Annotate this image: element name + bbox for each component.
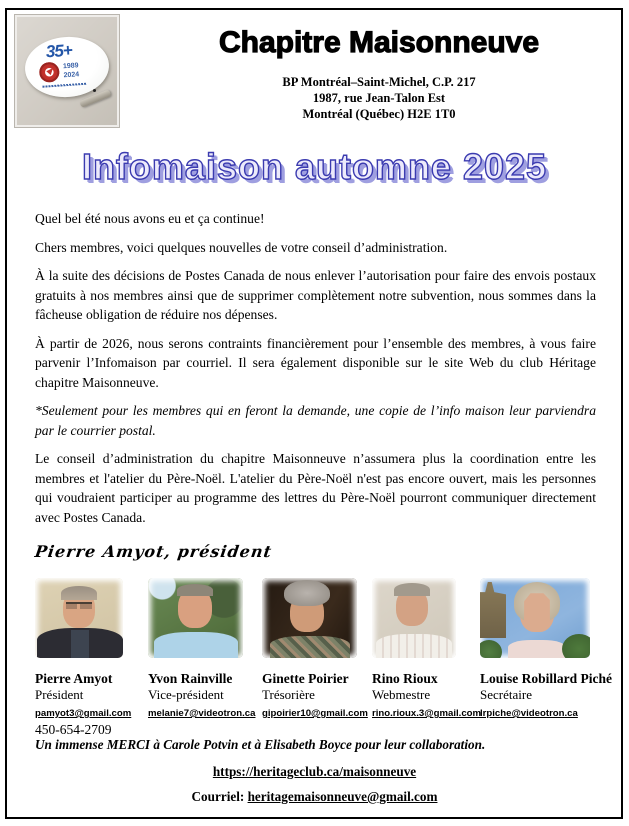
heritage-club-badge-icon xyxy=(39,62,60,83)
postal-copy-note: *Seulement pour les membres qui en feront la demande, une copie de l’info maison leur parviendra par le courrier postal. xyxy=(35,403,596,438)
paragraph: À partir de 2026, nous serons contraints financièrement pour l’ensemble des membres, à vous faire parvenir l’Infomaison par courriel. Il sera également disponible sur le site Web du club Héritage chapitre Maisonneuve. xyxy=(35,335,596,390)
pin-year-start: 1989 xyxy=(62,62,79,71)
president-signature: Pierre Amyot, président xyxy=(33,542,274,561)
website-link[interactable]: https://heritageclub.ca/maisonneuve xyxy=(212,764,417,779)
pin-year-end: 2024 xyxy=(63,71,80,80)
member-card-rino-rioux xyxy=(372,578,480,739)
website-line xyxy=(0,764,629,780)
newsletter-title: Infomaison automne 2025 xyxy=(81,146,548,187)
portrait-ginette-poirier xyxy=(262,578,357,658)
member-card-louise-robillard-piche xyxy=(480,578,629,739)
paragraph: Chers membres, voici quelques nouvelles de votre conseil d’administration. xyxy=(35,239,448,255)
member-email-link[interactable]: rino.rioux.3@gmail.com xyxy=(372,708,482,719)
glasses-detail xyxy=(66,602,92,609)
pin-dot xyxy=(93,89,96,92)
paragraph: À la suite des décisions de Postes Canada de nous enlever l’autorisation pour faire des envois postaux gratuits à nos membres ainsi que de supprimer complètement notre subvention, nous sommes dans la fâcheuse obligation de réduire nos dépenses. xyxy=(35,268,596,322)
paragraph: Quel bel été nous avons eu et ça continue! xyxy=(35,211,265,226)
address-line: 1987, rue Jean-Talon Est xyxy=(312,91,446,105)
pin-oval xyxy=(23,34,111,100)
paragraph: Le conseil d’administration du chapitre Maisonneuve n’assumera plus la coordination entre les membres et l'atelier du Père-Noël. L'atelier du Père-Noël n'est pas encore ouvert, mais les personnes qui voudraient participer au programme des lettres du Père-Noël pourront communiquer directement avec Postes Canada. xyxy=(35,451,596,525)
member-email-link[interactable]: gipoirier10@gmail.com xyxy=(262,708,368,719)
member-card-ginette-poirier xyxy=(262,578,372,739)
board-members-row xyxy=(35,578,629,739)
address-line: Montréal (Québec) H2E 1T0 xyxy=(302,107,456,121)
thanks-note: Un immense MERCI à Carole Potvin et à Elisabeth Boyce pour leur collaboration. xyxy=(35,737,486,752)
member-email-link[interactable]: lrpiche@videotron.ca xyxy=(480,708,578,719)
member-role: Secrétaire xyxy=(480,687,532,702)
portrait-rino-rioux xyxy=(372,578,456,658)
contact-email-link[interactable]: heritagemaisonneuve@gmail.com xyxy=(247,789,438,804)
pin-35-label: 35+ xyxy=(45,40,73,62)
portrait-pierre-amyot xyxy=(35,578,123,658)
pin-years xyxy=(63,61,80,80)
pin-tagline-text xyxy=(42,83,86,88)
portrait-louise-robillard-piche xyxy=(480,578,590,658)
header xyxy=(140,26,618,122)
member-name: Louise Robillard Piché xyxy=(480,671,613,686)
member-role: Trésorière xyxy=(262,687,315,702)
member-name: Rino Rioux xyxy=(372,671,438,686)
address-line: BP Montréal–Saint-Michel, C.P. 217 xyxy=(282,75,476,89)
member-phone: 450-654-2709 xyxy=(35,722,112,737)
member-card-pierre-amyot xyxy=(35,578,148,739)
portrait-yvon-rainville xyxy=(148,578,243,658)
email-label: Courriel: xyxy=(191,789,248,804)
newsletter-body xyxy=(35,209,596,562)
address-block xyxy=(140,74,618,122)
page-title: Chapitre Maisonneuve xyxy=(218,26,540,59)
member-name: Ginette Poirier xyxy=(262,671,349,686)
contact-email-line xyxy=(0,789,629,805)
newsletter-banner xyxy=(0,146,629,188)
member-card-yvon-rainville xyxy=(148,578,262,739)
club-pin-photo xyxy=(14,14,120,128)
member-name: Yvon Rainville xyxy=(148,671,233,686)
member-name: Pierre Amyot xyxy=(35,671,113,686)
member-role: Webmestre xyxy=(372,687,431,702)
member-role: Président xyxy=(35,687,84,702)
pin-clasp xyxy=(79,89,111,107)
member-email-link[interactable]: pamyot3@gmail.com xyxy=(35,708,132,719)
member-role: Vice-président xyxy=(148,687,224,702)
member-email-link[interactable]: melanie7@videotron.ca xyxy=(148,708,256,719)
